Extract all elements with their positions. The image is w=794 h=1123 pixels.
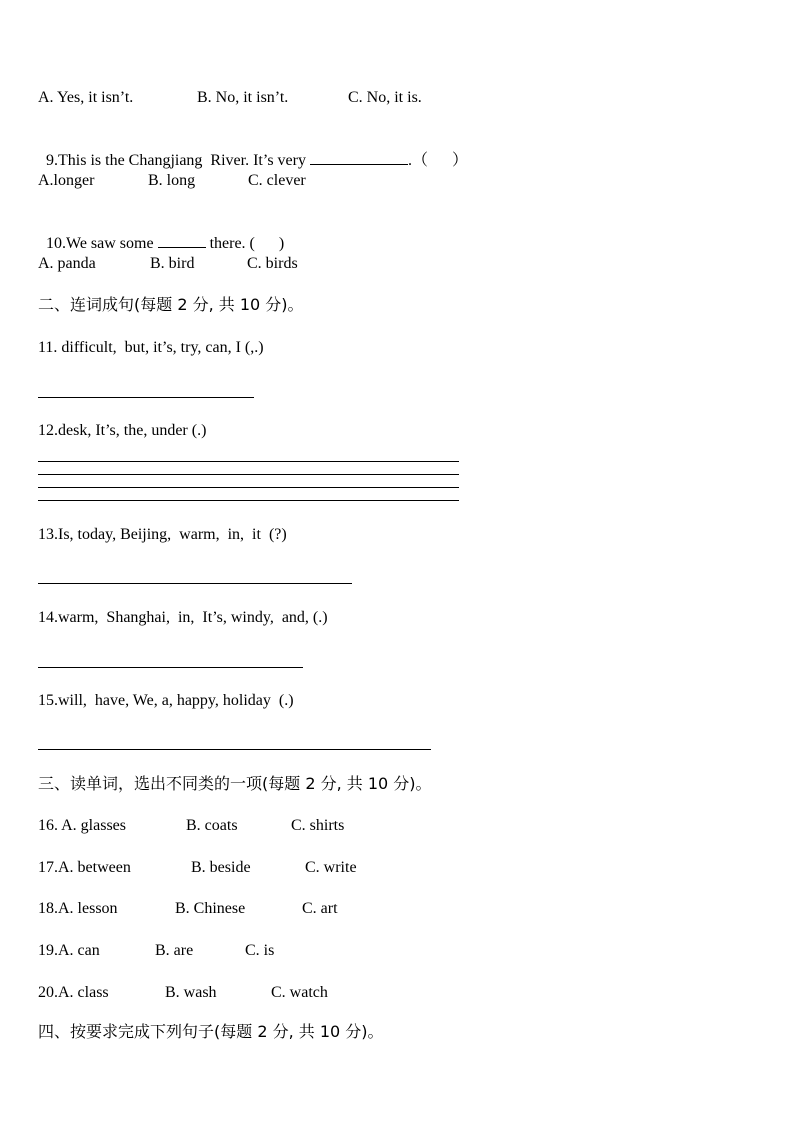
q18-option-b: B. Chinese (175, 900, 246, 917)
q8-option-a: A. Yes, it isn’t. (38, 89, 134, 106)
question-10-bracket: there. ( ) (205, 235, 285, 252)
question-9-text: 9.This is the Changjiang River. It’s very (46, 152, 310, 169)
q17-option-c: C. write (305, 859, 357, 876)
q18-option-c: C. art (302, 900, 338, 917)
q19-option-a: 19.A. can (38, 942, 100, 959)
question-15: 15.will, have, We, a, happy, holiday (.) (38, 692, 294, 709)
question-14: 14.warm, Shanghai, in, It’s, windy, and, (.) (38, 609, 328, 626)
answer-line-15[interactable] (38, 749, 431, 750)
question-11: 11. difficult, but, it’s, try, can, I (,.) (38, 339, 264, 356)
q10-option-c: C. birds (247, 255, 298, 272)
q8-option-c: C. No, it is. (348, 89, 422, 106)
question-9-bracket: .（ ） (407, 152, 468, 169)
q10-option-b: B. bird (150, 255, 195, 272)
q20-option-c: C. watch (271, 984, 328, 1001)
answer-line-12d[interactable] (38, 500, 459, 501)
section-3-heading: 三、读单词，选出不同类的一项(每题 2 分, 共 10 分)。 (38, 774, 432, 793)
q16-option-c: C. shirts (291, 817, 345, 834)
answer-line-12c[interactable] (38, 487, 459, 488)
question-10 (38, 213, 284, 254)
q9-option-a: A.longer (38, 172, 95, 189)
section-2-heading: 二、连词成句(每题 2 分, 共 10 分)。 (38, 295, 304, 314)
q18-option-a: 18.A. lesson (38, 900, 118, 917)
q17-option-b: B. beside (191, 859, 251, 876)
answer-line-11[interactable] (38, 397, 254, 398)
question-13: 13.Is, today, Beijing, warm, in, it (?) (38, 526, 287, 543)
answer-line-13[interactable] (38, 583, 352, 584)
q10-option-a: A. panda (38, 255, 96, 272)
answer-line-12a[interactable] (38, 461, 459, 462)
answer-blank[interactable] (310, 150, 408, 165)
question-12: 12.desk, It’s, the, under (.) (38, 422, 207, 439)
answer-blank[interactable] (158, 233, 206, 248)
q16-option-b: B. coats (186, 817, 238, 834)
q16-option-a: 16. A. glasses (38, 817, 126, 834)
question-9 (38, 130, 468, 171)
q20-option-b: B. wash (165, 984, 217, 1001)
q20-option-a: 20.A. class (38, 984, 109, 1001)
q17-option-a: 17.A. between (38, 859, 131, 876)
q8-option-b: B. No, it isn’t. (197, 89, 289, 106)
q9-option-b: B. long (148, 172, 196, 189)
section-4-heading: 四、按要求完成下列句子(每题 2 分, 共 10 分)。 (38, 1022, 384, 1041)
answer-line-14[interactable] (38, 667, 303, 668)
q9-option-c: C. clever (248, 172, 306, 189)
q19-option-b: B. are (155, 942, 194, 959)
question-10-text: 10.We saw some (46, 235, 158, 252)
answer-line-12b[interactable] (38, 474, 459, 475)
q19-option-c: C. is (245, 942, 275, 959)
